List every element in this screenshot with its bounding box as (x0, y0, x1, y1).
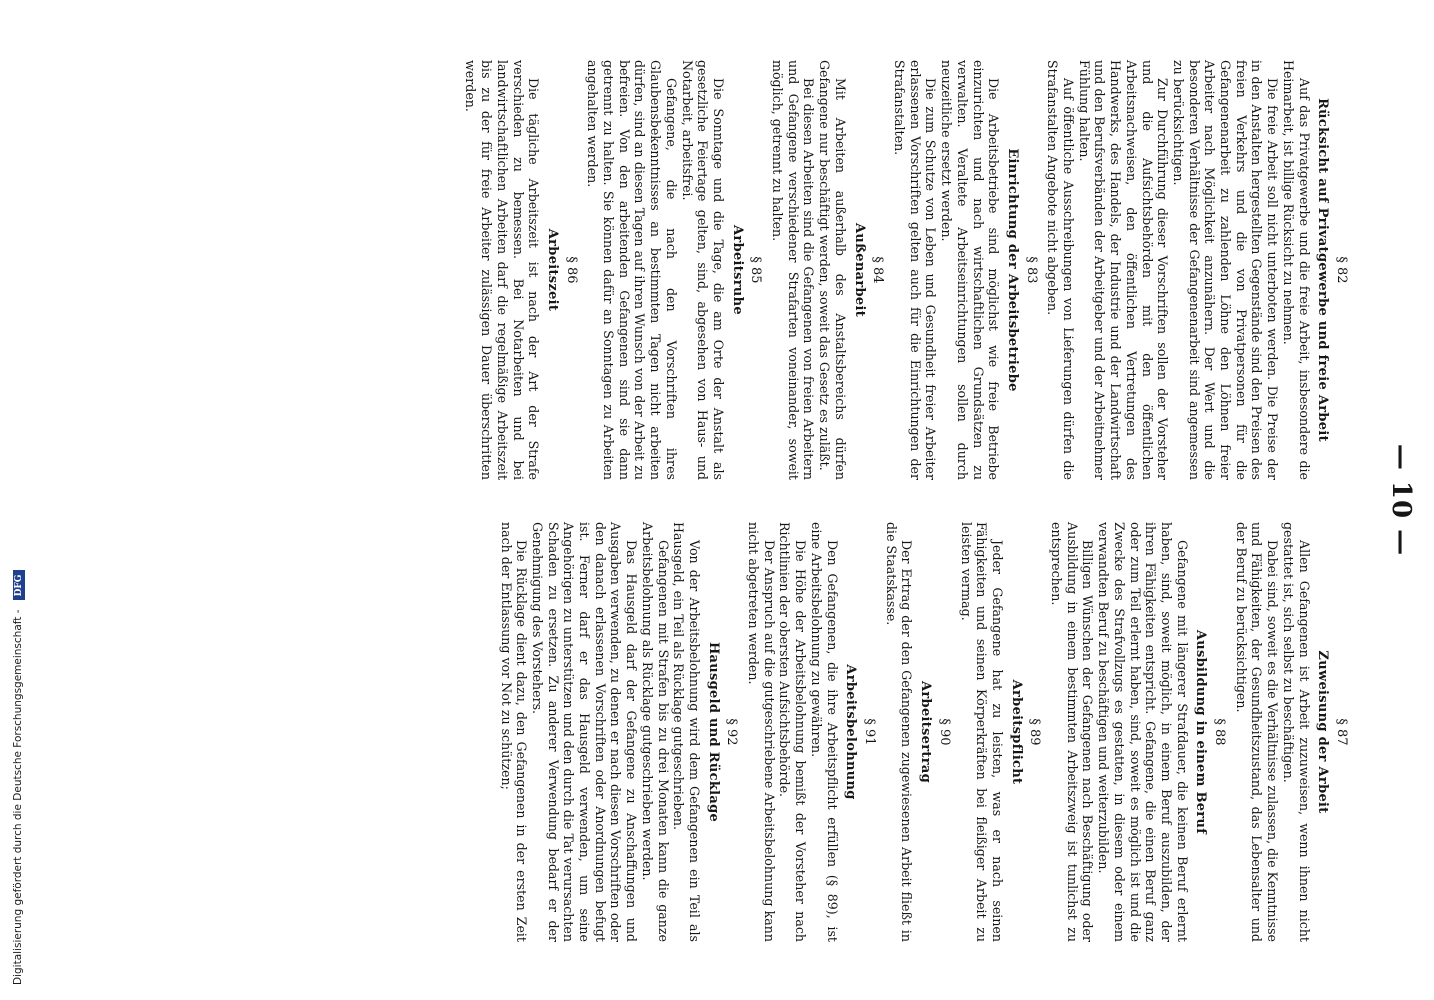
paragraph: Auf öffentliche Ausschreibungen von Lieferungen dürfen die Strafanstalten Angebote nicht abgeben. (1045, 60, 1077, 480)
section (769, 60, 885, 480)
paragraph: Die tägliche Arbeitszeit ist nach der Art der Strafe verschieden zu bemessen. Bei Notarbeiten und bei landwirtschaftlichen Arbeiten darf die regelmäßige Arbeitszeit bis zu der für freie Arbeiter zulässigen Dauer überschritten werden. (463, 60, 542, 480)
left-column (457, 60, 1349, 480)
section-title: Arbeitsertrag (918, 681, 934, 783)
section-title: Hausgeld und Rücklage (705, 641, 721, 823)
section-number: § 87 (1334, 718, 1349, 746)
paragraph: Die Rücklage dient dazu, den Gefangenen in der ersten Zeit nach der Entlassung vor Not zu schützen; (498, 522, 530, 942)
section-title: Arbeitszeit (544, 228, 560, 312)
section-number: § 89 (1027, 718, 1043, 746)
paragraph: Gefangenen mit Strafen bis zu drei Monaten kann die ganze Arbeitsbelohnung als Rücklage gutgeschrieben werden. (639, 522, 671, 942)
section (883, 522, 952, 942)
section-title: Rücksicht auf Privatgewerbe und freie Arbeit (1315, 98, 1331, 442)
paragraph: Die Sonntage und die Tage, die am Orte der Anstalt als gesetzliche Feiertage gelten, sind, abgesehen von Haus- und Notarbeit, arbeitsfrei. (679, 60, 726, 480)
section-title: Außenarbeit (851, 222, 867, 317)
section-title: Arbeitspflicht (1008, 679, 1024, 785)
digitization-credit (6, 0, 24, 985)
right-column (492, 522, 1349, 942)
section (1045, 60, 1349, 480)
paragraph: Das Hausgeld darf der Gefangene zu Anschaffungen und Ausgaben verwenden, zu denen er nach diesen Vorschriften oder den danach erlassenen Vorschriften oder Anordnungen befugt ist. Ferner darf er das Hausgeld verwenden, um seine Angehörigen zu unterstützen und den durch die Tat verursachten Schaden zu ersetzen. Zu anderer Verwendung bedarf er der Genehmigung des Vorstehers. (529, 522, 640, 942)
section-number: § 86 (563, 256, 579, 284)
paragraph: Mit Arbeiten außerhalb des Anstaltsbereichs dürfen Gefangene nur beschäftigt werden, soweit das Gesetz es zuläßt. (817, 60, 848, 480)
section-title: Zuweisung der Arbeit (1315, 650, 1331, 814)
section-number: § 83 (1023, 256, 1039, 284)
paragraph: Den Gefangenen, die ihre Arbeitspflicht erfüllen (§ 89), ist eine Arbeitsbelohnung zu gewähren. (808, 522, 840, 942)
paragraph: Der Ertrag der den Gefangenen zugewiesenen Arbeit fließt in die Staatskasse. (883, 522, 915, 942)
section-number: § 82 (1334, 256, 1349, 284)
section (463, 60, 579, 480)
paragraph: Auf das Privatgewerbe und die freie Arbeit, insbesondere die Heimarbeit, ist billige Rücksicht zu nehmen. (1280, 60, 1312, 480)
paragraph: Der Anspruch auf die gutgeschriebene Arbeitsbelohnung kann nicht abgetreten werden. (746, 522, 777, 942)
section-title: Einrichtung der Arbeitsbetriebe (1004, 148, 1020, 392)
paragraph: Zur Durchführung dieser Vorschriften sollen der Vorsteher und die Aufsichtsbehörden mit den öffentlichen Arbeitsnachweisen, den öffentlichen Vertretungen des Handwerks, des Handels, der Industrie und der Landwirtschaft und den Berufsverbänden der Arbeitgeber und der Arbeitnehmer Fühlung halten. (1076, 60, 1171, 480)
paragraph: Die zum Schutze von Leben und Gesundheit freier Arbeiter erlassenen Vorschriften gelten auch für die Einrichtungen der Strafanstalten. (892, 60, 939, 480)
section-number: § 88 (1212, 718, 1228, 746)
section (958, 522, 1043, 942)
section-number: § 90 (936, 718, 952, 746)
section-number: § 91 (862, 718, 878, 746)
paragraph: Gefangene mit längerer Strafdauer, die keinen Beruf erlernt haben, sind, soweit möglich, in einem Beruf auszubilden, der ihren Fähigkeiten entspricht. Gefangene, die einen Beruf ganz oder zum Teil erlernt haben, sind, soweit es möglich ist und die Zwecke des Strafvollzugs es gestatten, in diesem oder einem verwandten Beruf zu beschäftigen und weiterzubilden. (1096, 522, 1190, 942)
paragraph: Dabei sind, soweit es die Verhältnisse zulassen, die Kenntnisse und Fähigkeiten, der Gesundheitszustand, das Lebensalter und der Beruf zu berücksichtigen. (1233, 522, 1281, 942)
section-number: § 84 (870, 256, 886, 284)
section-title: Arbeitsbelohnung (843, 664, 859, 800)
credit-text: Digitalisierung gefördert durch die Deutsche Forschungsgemeinschaft - (12, 609, 24, 985)
section (1048, 522, 1227, 942)
section (745, 522, 877, 942)
paragraph: Billigen Wünschen der Gefangenen nach Beschäftigung oder Ausbildung in einem bestimmten Arbeitszweig ist tunlichst zu entsprechen. (1049, 522, 1096, 942)
paragraph: Gefangene, die nach den Vorschriften ihres Glaubensbekenntnisses an bestimmten Tagen nicht arbeiten dürfen, sind an diesen Tagen auf ihren Wunsch von der Arbeit zu befreien. Von den arbeitenden Gefangenen sind sie dann getrennt zu halten. Sie können dafür an Sonntagen zu Arbeiten angehalten werden. (585, 60, 679, 480)
section-title: Arbeitsruhe (729, 225, 745, 315)
paragraph: Bei diesen Arbeiten sind die Gefangenen von freien Arbeitern und Gefangene verschiedener Strafarten voneinander, soweit möglich, getrennt zu halten. (770, 60, 817, 480)
paragraph: Die Arbeitsbetriebe sind möglichst wie freie Betriebe einzurichten und nach wirtschaftlichen Grundsätzen zu verwalten. Veraltete Arbeitseinrichtungen sollen durch neuzeitliche ersetzt werden. (939, 60, 1002, 480)
section (1233, 522, 1349, 942)
paragraph: Die freie Arbeit soll nicht unterboten werden. Die Preise der in den Anstalten hergestellten Gegenstände sind den Preisen des freien Verkehrs und die von Privatpersonen für die Gefangenenarbeit zu zahlenden Löhne den Löhnen freier Arbeiter nach Möglichkeit anzunähern. Der Wert und die besonderen Verhältnisse der Gefangenenarbeit sind angemessen zu berücksichtigen. (1170, 60, 1281, 480)
section-number: § 85 (748, 256, 764, 284)
page-number: — 10 — (1386, 443, 1416, 557)
section-number: § 92 (724, 718, 740, 746)
paragraph: Die Höhe der Arbeitsbelohnung bemißt der Vorsteher nach Richtlinien der obersten Aufsichtsbehörde. (777, 522, 809, 942)
section (498, 522, 740, 942)
section (585, 60, 764, 480)
section-title: Ausbildung in einem Beruf (1193, 629, 1209, 835)
dfg-logo: DFG (13, 571, 25, 601)
paragraph: Von der Arbeitsbelohnung wird dem Gefangenen ein Teil als Hausgeld, ein Teil als Rücklage gutgeschrieben. (671, 522, 702, 942)
section (891, 60, 1038, 480)
paragraph: Allen Gefangenen ist Arbeit zuzuweisen, wenn ihnen nicht gestattet ist, sich selbst zu beschäftigen. (1280, 522, 1312, 942)
paragraph: Jeder Gefangene hat zu leisten, was er nach seinen Fähigkeiten und seinen Körperkräften bei fleißiger Arbeit zu leisten vermag. (958, 522, 1005, 942)
